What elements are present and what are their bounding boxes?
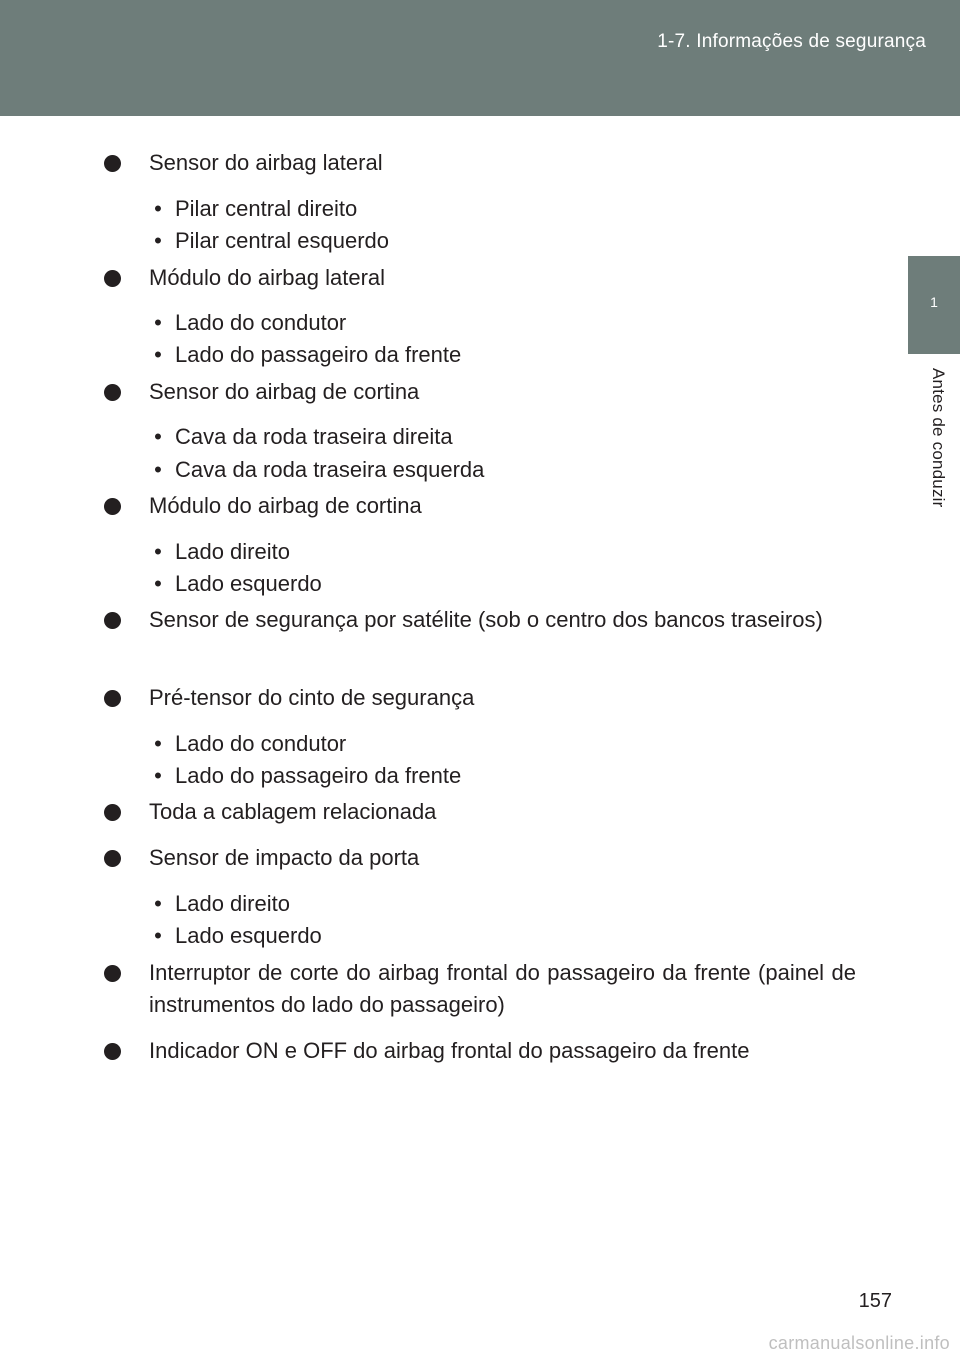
sub-list-item-text: Lado esquerdo xyxy=(175,923,322,948)
bullet-icon xyxy=(104,498,121,515)
bullet-icon xyxy=(104,384,121,401)
sub-list-item-text: Lado esquerdo xyxy=(175,571,322,596)
section-title: 1-7. Informações de segurança xyxy=(657,31,926,52)
sub-list-item xyxy=(152,307,852,339)
sub-bullet-icon: • xyxy=(154,457,162,482)
sub-bullet-icon: • xyxy=(154,228,162,253)
sub-bullet-icon: • xyxy=(154,342,162,367)
sub-list-item xyxy=(152,454,852,486)
sub-list-item-text: Lado do condutor xyxy=(175,731,347,756)
sub-list-item xyxy=(152,421,852,453)
list-item-text: Indicador ON e OFF do airbag frontal do passageiro da frente xyxy=(149,1038,750,1063)
list-item-text: Módulo do airbag lateral xyxy=(149,265,386,290)
list-item-text: Interruptor de corte do airbag frontal do passageiro da frente (painel de instrumentos do lado do passageiro) xyxy=(149,960,856,1017)
sub-bullet-icon: • xyxy=(154,763,162,788)
sub-list-item-text: Pilar central esquerdo xyxy=(175,228,390,253)
sub-bullet-icon: • xyxy=(154,571,162,596)
sub-list-item-text: Pilar central direito xyxy=(175,196,358,221)
list-item xyxy=(104,796,856,828)
list-item-text: Sensor do airbag de cortina xyxy=(149,379,420,404)
sub-list-item-text: Lado do passageiro da frente xyxy=(175,342,462,367)
sub-list-item xyxy=(152,760,852,792)
sub-list-item xyxy=(152,568,852,600)
list-item-text: Módulo do airbag de cortina xyxy=(149,493,422,518)
sub-list-item-text: Lado direito xyxy=(175,891,290,916)
sub-bullet-icon: • xyxy=(154,196,162,221)
bullet-icon xyxy=(104,965,121,982)
list-item-text: Pré-tensor do cinto de segurança xyxy=(149,685,475,710)
sub-list-item xyxy=(152,225,852,257)
bullet-icon xyxy=(104,270,121,287)
sub-list-item-text: Cava da roda traseira direita xyxy=(175,424,453,449)
list-item-text: Toda a cablagem relacionada xyxy=(149,799,437,824)
sub-bullet-icon: • xyxy=(154,424,162,449)
sub-list-item-text: Lado do passageiro da frente xyxy=(175,763,462,788)
bullet-icon xyxy=(104,1043,121,1060)
bullet-icon xyxy=(104,804,121,821)
sub-bullet-icon: • xyxy=(154,310,162,335)
page-number: 157 xyxy=(858,1290,892,1312)
list-item xyxy=(104,376,856,408)
list-item xyxy=(104,604,856,636)
sub-bullet-icon: • xyxy=(154,539,162,564)
list-item-text: Sensor de segurança por satélite (sob o centro dos bancos traseiros) xyxy=(149,607,823,632)
sub-list-item-text: Lado direito xyxy=(175,539,290,564)
sub-list-item xyxy=(152,728,852,760)
list-item xyxy=(104,262,856,294)
list-item xyxy=(104,490,856,522)
sub-list-item xyxy=(152,920,852,952)
list-item xyxy=(104,147,856,179)
bullet-icon xyxy=(104,612,121,629)
sub-bullet-icon: • xyxy=(154,891,162,916)
bullet-icon xyxy=(104,155,121,172)
list-item xyxy=(104,1035,856,1067)
sub-list-item xyxy=(152,193,852,225)
bullet-icon xyxy=(104,850,121,867)
sub-bullet-icon: • xyxy=(154,923,162,948)
watermark: carmanualsonline.info xyxy=(768,1333,950,1353)
sub-list-item xyxy=(152,339,852,371)
sub-list-item-text: Lado do condutor xyxy=(175,310,347,335)
sub-list-item xyxy=(152,888,852,920)
list-item-text: Sensor do airbag lateral xyxy=(149,150,383,175)
list-item xyxy=(104,682,856,714)
list-item-text: Sensor de impacto da porta xyxy=(149,845,420,870)
list-item xyxy=(104,842,856,874)
sub-bullet-icon: • xyxy=(154,731,162,756)
sub-list-item-text: Cava da roda traseira esquerda xyxy=(175,457,485,482)
chapter-label: Antes de conduzir xyxy=(929,368,948,508)
bullet-icon xyxy=(104,690,121,707)
sub-list-item xyxy=(152,536,852,568)
chapter-number: 1 xyxy=(930,294,938,310)
list-item xyxy=(104,957,856,1021)
